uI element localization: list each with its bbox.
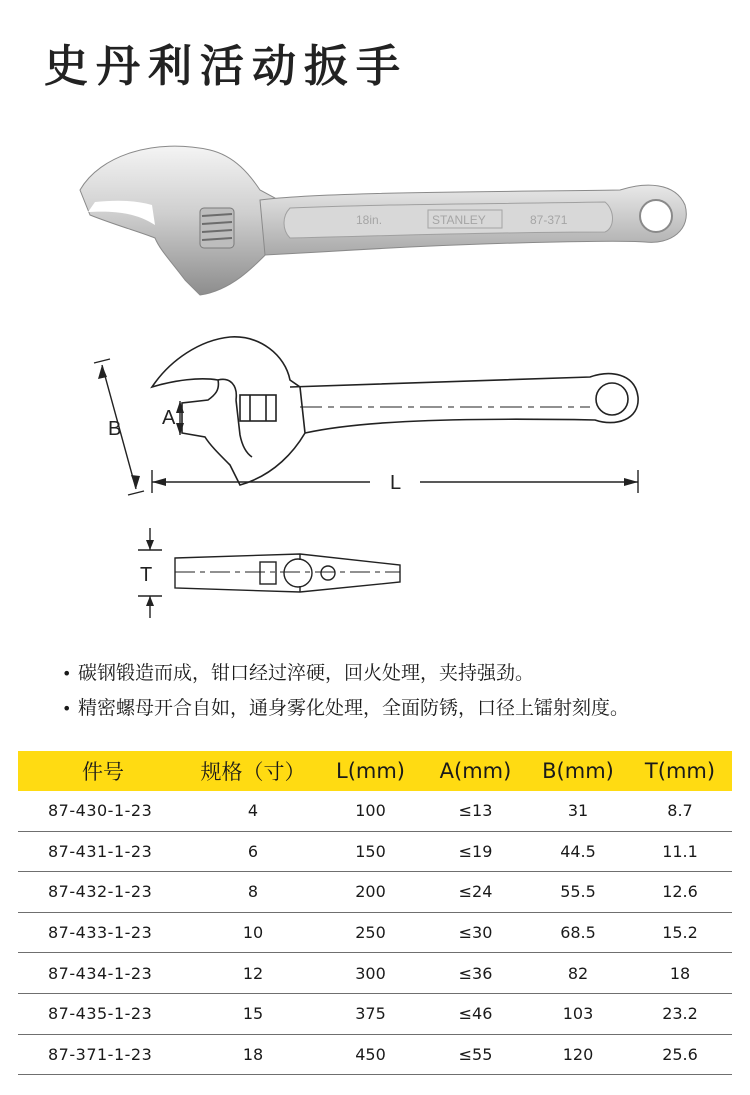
wrench-photo [60,120,700,310]
header-part-no: 件号 [82,760,124,784]
cell-part-no: 87-434-1-23 [18,953,188,994]
cell-B: 68.5 [528,912,628,953]
page-title: 史丹利活动扳手 [44,41,408,92]
feature-list [62,656,742,726]
feature-text: 精密螺母开合自如，通身雾化处理，全面防锈，口径上镭射刻度。 [78,697,630,719]
table-row [18,872,732,913]
cell-A: ≤24 [423,872,528,913]
header-size: 规格（寸） [200,760,306,784]
header-T: T(mm) [644,759,716,783]
dimension-diagram-top [90,325,660,505]
cell-part-no: 87-371-1-23 [18,1034,188,1075]
table-row [18,1034,732,1075]
diagram-handle-outline [290,374,638,433]
cell-L: 100 [318,791,423,831]
table-row [18,953,732,994]
cell-B: 31 [528,791,628,831]
cell-T: 23.2 [628,993,732,1034]
label-T: T [140,564,153,586]
cell-size: 12 [188,953,318,994]
cell-B: 103 [528,993,628,1034]
cell-L: 300 [318,953,423,994]
feature-item [62,691,742,726]
engraving-model: 87-371 [530,213,568,227]
header-A: A(mm) [439,759,512,783]
label-L: L [390,472,402,494]
cell-L: 450 [318,1034,423,1075]
cell-T: 8.7 [628,791,732,831]
cell-L: 150 [318,831,423,872]
table-row [18,791,732,831]
bullet-dot: • [62,664,72,683]
cell-T: 12.6 [628,872,732,913]
cell-part-no: 87-433-1-23 [18,912,188,953]
cell-A: ≤55 [423,1034,528,1075]
cell-size: 4 [188,791,318,831]
cell-T: 25.6 [628,1034,732,1075]
table-row [18,993,732,1034]
cell-B: 120 [528,1034,628,1075]
cell-A: ≤19 [423,831,528,872]
cell-size: 6 [188,831,318,872]
label-B: B [108,418,122,440]
table-header-row [18,751,732,791]
diagram-side-outline [175,554,400,592]
cell-A: ≤30 [423,912,528,953]
feature-item [62,656,742,691]
cell-size: 8 [188,872,318,913]
cell-B: 44.5 [528,831,628,872]
cell-size: 10 [188,912,318,953]
spec-table-container [18,751,732,1075]
header-B: B(mm) [542,759,614,783]
cell-part-no: 87-430-1-23 [18,791,188,831]
cell-B: 82 [528,953,628,994]
cell-A: ≤36 [423,953,528,994]
wrench-head-shape [80,146,275,295]
cell-T: 18 [628,953,732,994]
cell-A: ≤13 [423,791,528,831]
table-row [18,912,732,953]
cell-part-no: 87-431-1-23 [18,831,188,872]
label-A: A [162,407,176,429]
cell-L: 200 [318,872,423,913]
spec-table [18,751,732,1075]
cell-A: ≤46 [423,993,528,1034]
cell-B: 55.5 [528,872,628,913]
cell-L: 250 [318,912,423,953]
dimension-diagram-side [120,520,420,630]
engraving-size: 18in. [356,213,383,227]
cell-L: 375 [318,993,423,1034]
cell-size: 15 [188,993,318,1034]
cell-T: 11.1 [628,831,732,872]
bullet-dot: • [62,699,72,718]
header-L: L(mm) [336,759,405,783]
cell-T: 15.2 [628,912,732,953]
feature-text: 碳钢锻造而成，钳口经过淬硬，回火处理，夹持强劲。 [78,662,535,684]
engraving-brand: STANLEY [432,213,486,227]
table-row [18,831,732,872]
cell-part-no: 87-435-1-23 [18,993,188,1034]
cell-part-no: 87-432-1-23 [18,872,188,913]
cell-size: 18 [188,1034,318,1075]
